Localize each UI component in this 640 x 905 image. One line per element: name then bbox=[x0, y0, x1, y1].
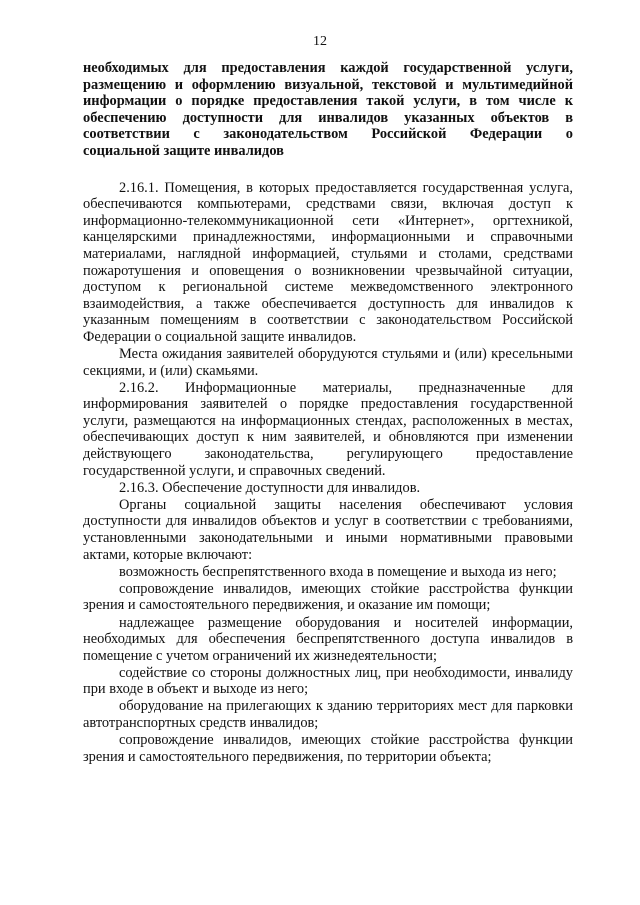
paragraph-2-16-1: 2.16.1. Помещения, в которых предоставляется государственная услуга, обеспечиваются компьютерами, средствами связи, включая доступ к информационно-телекоммуникационной сети «Интернет», оргтехникой, канцелярскими принадлежностями, информационными и справочными материалами, наглядной информацией, стульями и столами, средствами пожаротушения и оповещения о возникновении чрезвычайной ситуации, доступом к региональной системе межведомственного электронного взаимодействия, а также обеспечивается доступность для инвалидов к указанным помещениям в соответствии с законодательством Российской Федерации о социальной защите инвалидов. bbox=[83, 179, 573, 345]
list-item: надлежащее размещение оборудования и носителей информации, необходимых для обеспечения беспрепятственного доступа инвалидов в помещение с учетом ограничений их жизнедеятельности; bbox=[83, 614, 573, 664]
list-item: оборудование на прилегающих к зданию территориях мест для парковки автотранспортных средств инвалидов; bbox=[83, 698, 573, 732]
section-heading bbox=[83, 60, 573, 160]
page-number: 12 bbox=[313, 34, 327, 49]
page-content bbox=[83, 60, 573, 765]
heading-line: размещению и оформлению визуальной, текстовой и мультимедийной bbox=[83, 76, 573, 93]
list-item: возможность беспрепятственного входа в помещение и выхода из него; bbox=[119, 563, 557, 580]
list-item: сопровождение инвалидов, имеющих стойкие расстройства функции зрения и самостоятельного передвижения, и оказание им помощи; bbox=[83, 580, 573, 614]
list-item: сопровождение инвалидов, имеющих стойкие расстройства функции зрения и самостоятельного передвижения, по территории объекта; bbox=[83, 732, 573, 765]
heading-line: обеспечению доступности для инвалидов указанных объектов в bbox=[83, 109, 573, 126]
list-item: содействие со стороны должностных лиц, при необходимости, инвалиду при входе в объект и выходе из него; bbox=[83, 664, 573, 698]
heading-line: информации о порядке предоставления такой услуги, в том числе к bbox=[83, 93, 573, 110]
paragraph-waiting-areas: Места ожидания заявителей оборудуются стульями и (или) кресельными секциями, и (или) скамьями. bbox=[83, 346, 573, 379]
paragraph-accessibility-conditions: Органы социальной защиты населения обеспечивают условия доступности для инвалидов объектов и услуг в соответствии с требованиями, установленными законодательными и иными нормативными правовыми актами, которые включают: bbox=[83, 496, 573, 563]
paragraph-2-16-2: 2.16.2. Информационные материалы, предназначенные для информирования заявителей о порядке предоставления государственной услуги, размещаются на информационных стендах, расположенных в местах, обеспечивающих доступ к ним заявителей, и обновляются при изменении действующего законодательства, регулирующего предоставление государственной услуги, и справочных сведений. bbox=[83, 379, 573, 479]
body-text bbox=[83, 180, 573, 766]
heading-line: социальной защите инвалидов bbox=[83, 142, 284, 159]
heading-line: необходимых для предоставления каждой государственной услуги, bbox=[83, 60, 573, 76]
heading-line: соответствии с законодательством Российской Федерации о bbox=[83, 126, 573, 143]
paragraph-2-16-3: 2.16.3. Обеспечение доступности для инвалидов. bbox=[119, 479, 421, 496]
